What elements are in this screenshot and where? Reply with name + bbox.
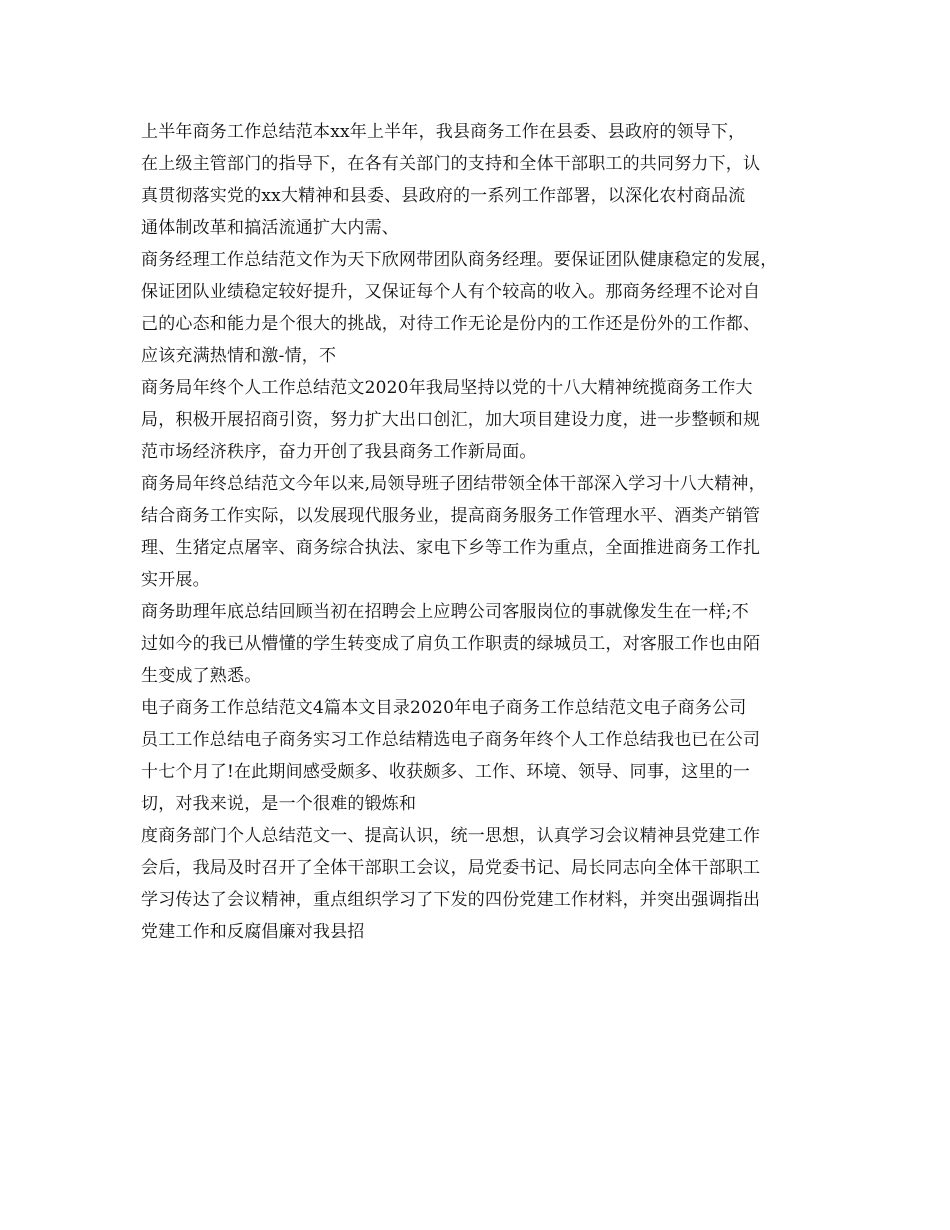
text-line: 商务局年终个人工作总结范文2020年我局坚持以党的十八大精神统揽商务工作大 (141, 378, 753, 398)
text-line: 理、生猪定点屠宰、商务综合执法、家电下乡等工作为重点，全面推进商务工作扎 (141, 538, 761, 558)
text-line: 商务助理年底总结回顾当初在招聘会上应聘公司客服岗位的事就像发生在一样;不 (141, 602, 749, 622)
text-line: 实开展。 (141, 570, 210, 590)
text-line: 应该充满热情和激-情，不 (141, 346, 337, 366)
text-line: 员工工作总结电子商务实习工作总结精选电子商务年终个人工作总结我也已在公司 (141, 730, 761, 750)
text-line: 党建工作和反腐倡廉对我县招 (141, 922, 365, 942)
text-line: 学习传达了会议精神，重点组织学习了下发的四份党建工作材料，并突出强调指出 (141, 890, 761, 910)
text-line: 保证团队业绩稳定较好提升，又保证每个人有个较高的收入。那商务经理不论对自 (141, 282, 761, 302)
text-line: 局，积极开展招商引资，努力扩大出口创汇，加大项目建设力度，进一步整顿和规 (141, 410, 761, 430)
text-line: 电子商务工作总结范文4篇本文目录2020年电子商务工作总结范文电子商务公司 (141, 698, 747, 718)
text-line: 上半年商务工作总结范本xx年上半年，我县商务工作在县委、县政府的领导下， (141, 122, 746, 142)
text-line: 己的心态和能力是个很大的挑战，对待工作无论是份内的工作还是份外的工作都、 (141, 314, 761, 334)
text-line: 范市场经济秩序，奋力开创了我县商务工作新局面。 (141, 442, 537, 462)
text-line: 商务局年终总结范文今年以来,局领导班子团结带领全体干部深入学习十八大精神， (141, 474, 766, 494)
document-body (141, 116, 841, 948)
text-line: 切，对我来说，是一个很难的锻炼和 (141, 794, 417, 814)
text-line: 生变成了熟悉。 (141, 666, 262, 686)
text-line: 过如今的我已从懵懂的学生转变成了肩负工作职责的绿城员工，对客服工作也由陌 (141, 634, 761, 654)
text-line: 商务经理工作总结范文作为天下欣网带团队商务经理。要保证团队健康稳定的发展， (141, 250, 778, 270)
text-line: 十七个月了!在此期间感受颇多、收获颇多、工作、环境、领导、同事，这里的一 (141, 762, 751, 782)
text-line: 在上级主管部门的指导下，在各有关部门的支持和全体干部职工的共同努力下，认 (141, 154, 761, 174)
text-line: 结合商务工作实际，以发展现代服务业，提高商务服务工作管理水平、酒类产销管 (141, 506, 761, 526)
text-line: 真贯彻落实党的xx大精神和县委、县政府的一系列工作部署，以深化农村商品流 (141, 186, 746, 206)
text-line: 通体制改革和搞活流通扩大内需、 (141, 218, 399, 238)
text-line: 会后，我局及时召开了全体干部职工会议，局党委书记、局长同志向全体干部职工 (141, 858, 761, 878)
text-line: 度商务部门个人总结范文一、提高认识，统一思想，认真学习会议精神县党建工作 (141, 826, 761, 846)
